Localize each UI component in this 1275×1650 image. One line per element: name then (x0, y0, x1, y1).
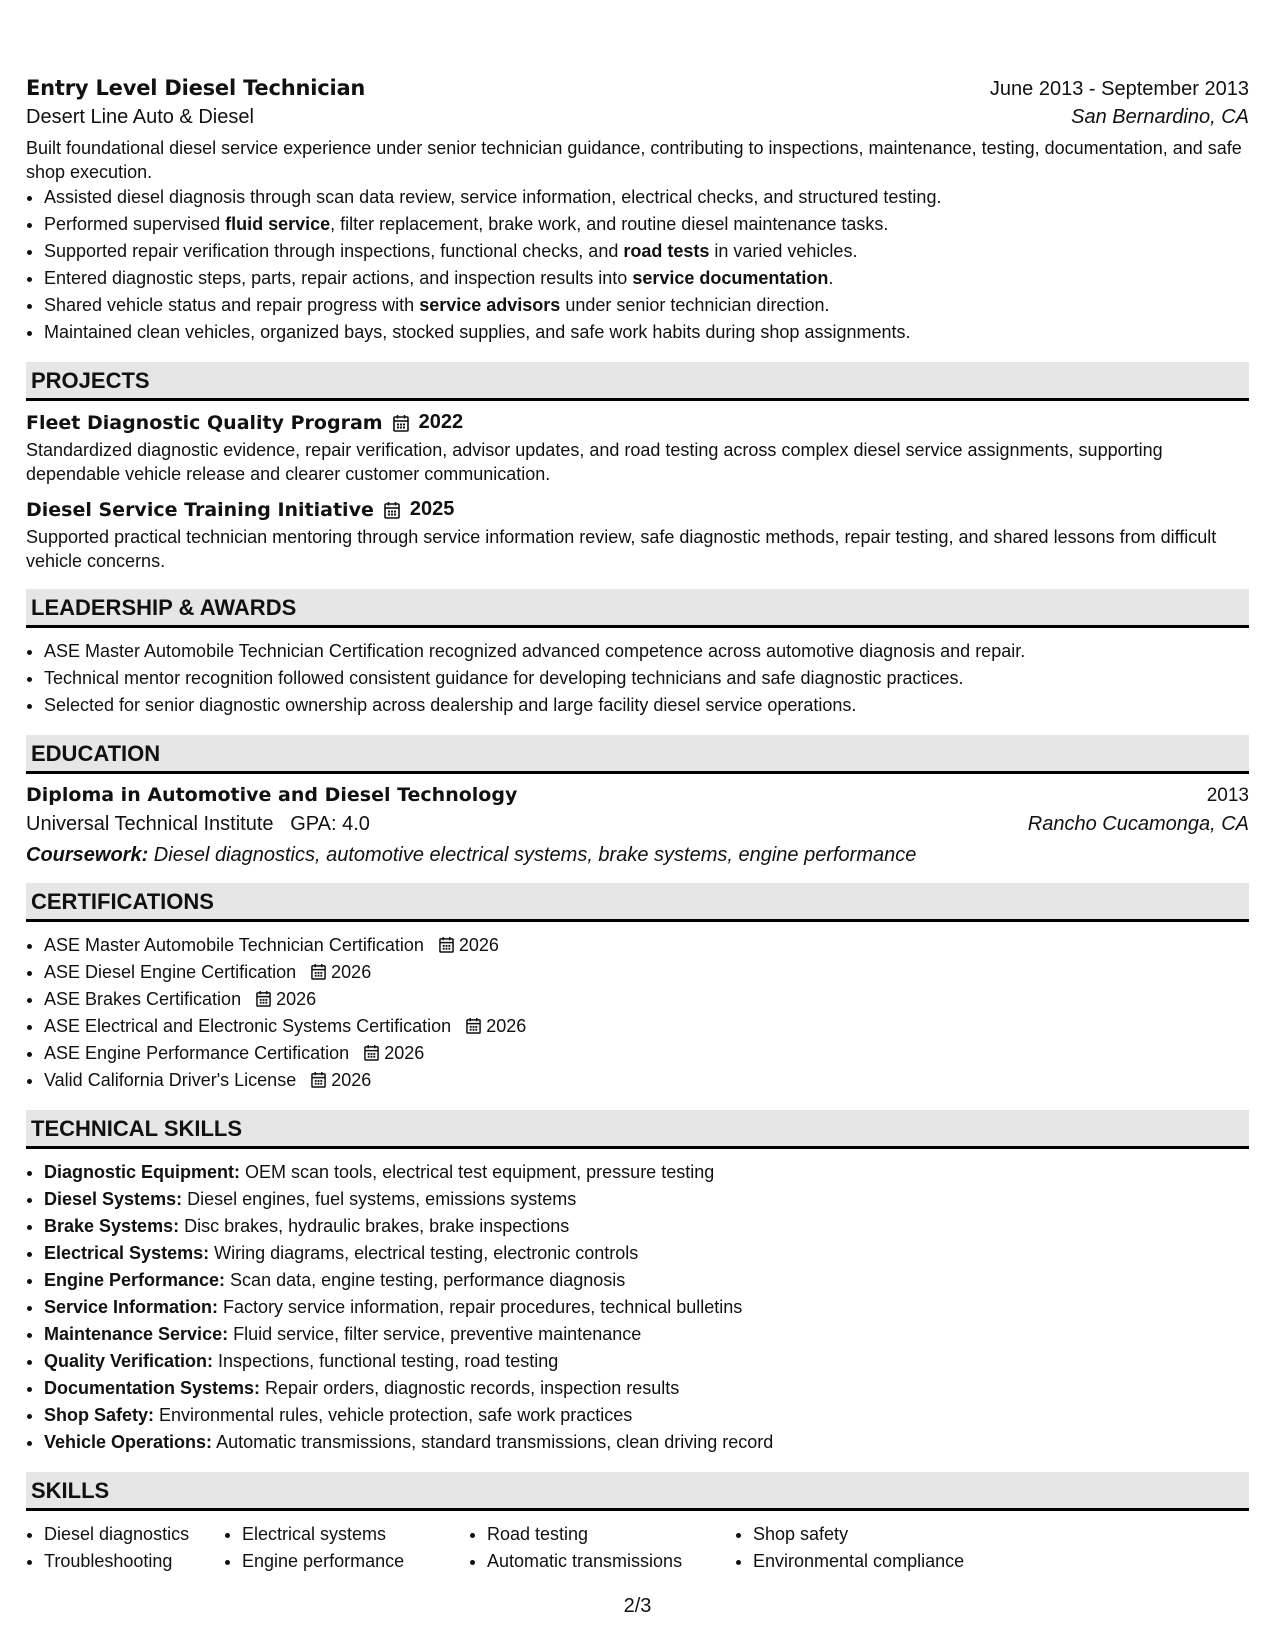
coursework-label: Coursework: (26, 844, 149, 866)
certification-year: 2026 (384, 1043, 425, 1063)
technical-skills-list (26, 1159, 1249, 1456)
skill-value: OEM scan tools, electrical test equipment, pressure testing (240, 1162, 715, 1182)
list-item (44, 1429, 1249, 1456)
skill-value: Repair orders, diagnostic records, inspection results (260, 1378, 680, 1398)
education-header (26, 784, 1249, 807)
calendar-icon (466, 1017, 481, 1034)
education-institution: Universal Technical Institute (26, 813, 274, 835)
certification-name: ASE Master Automobile Technician Certification (44, 935, 424, 955)
skill-value: Wiring diagrams, electrical testing, electronic controls (209, 1243, 639, 1263)
list-item (44, 1186, 1249, 1213)
list-item: • Entered diagnostic steps, parts, repair actions, and inspection results into service documentation. (44, 265, 1249, 292)
list-item (44, 932, 1249, 959)
list-item (44, 986, 1249, 1013)
education-degree: Diploma in Automotive and Diesel Technology (26, 784, 518, 806)
job-location: San Bernardino, CA (1071, 106, 1249, 128)
skill-label: Engine Performance: (44, 1270, 226, 1290)
skill-label: Maintenance Service: (44, 1324, 229, 1344)
skills-column (469, 1521, 735, 1575)
project-title: Diesel Service Training Initiative (26, 498, 374, 521)
list-item (44, 959, 1249, 986)
job-summary: Built foundational diesel service experience under senior technician guidance, contributing to inspections, maintenance, testing, documentation, and safe shop execution. (26, 138, 1242, 182)
list-item (44, 1267, 1249, 1294)
job-dates: June 2013 - September 2013 (989, 78, 1249, 100)
education-location: Rancho Cucamonga, CA (1027, 813, 1249, 835)
calendar-icon (439, 936, 454, 953)
list-item (44, 1240, 1249, 1267)
list-item: • ASE Master Automobile Technician Certification recognized advanced competence across automotive diagnosis and repair. (44, 638, 1249, 665)
calendar-icon (311, 1071, 326, 1088)
project-title: Fleet Diagnostic Quality Program (26, 411, 383, 434)
certifications-list (26, 932, 1249, 1094)
skill-value: Inspections, functional testing, road testing (213, 1351, 559, 1371)
list-item: • Supported repair verification through inspections, functional checks, and road tests in varied vehicles. (44, 238, 1249, 265)
list-item (44, 1040, 1249, 1067)
list-item (44, 1013, 1249, 1040)
job-company: Desert Line Auto & Diesel (26, 106, 254, 128)
skill-label: Electrical Systems: (44, 1243, 210, 1263)
section-heading-certifications: CERTIFICATIONS (26, 883, 1249, 922)
skill-label: Diagnostic Equipment: (44, 1162, 241, 1182)
list-item: • Performed supervised fluid service, filter replacement, brake work, and routine diesel maintenance tasks. (44, 211, 1249, 238)
resume-page (26, 76, 1249, 1575)
calendar-icon (393, 414, 409, 432)
section-heading-skills: SKILLS (26, 1472, 1249, 1511)
list-item: • Diesel diagnostics (44, 1521, 224, 1548)
skill-label: Diesel Systems: (44, 1189, 183, 1209)
education-institution-row (26, 813, 1249, 836)
skill-value: Automatic transmissions, standard transmissions, clean driving record (212, 1432, 774, 1452)
skill-value: Factory service information, repair procedures, technical bulletins (218, 1297, 743, 1317)
calendar-icon (384, 501, 400, 519)
skill-label: Documentation Systems: (44, 1378, 261, 1398)
list-item: • Shop safety (753, 1521, 1053, 1548)
education-institution-group (26, 813, 370, 836)
calendar-icon (256, 990, 271, 1007)
skill-value: Scan data, engine testing, performance diagnosis (225, 1270, 626, 1290)
project-description: Standardized diagnostic evidence, repair verification, advisor updates, and road testing across complex diesel service assignments, supporting dependable vehicle release and clearer customer communication. (26, 440, 1163, 484)
list-item: • Selected for senior diagnostic ownership across dealership and large facility diesel service operations. (44, 692, 1249, 719)
list-item: • Assisted diesel diagnosis through scan data review, service information, electrical checks, and structured testing. (44, 184, 1249, 211)
job-header (26, 76, 1249, 101)
job-company-row (26, 106, 1249, 129)
job-bullets (26, 184, 1249, 346)
list-item (44, 1067, 1249, 1094)
certification-year: 2026 (458, 935, 499, 955)
skills-grid (26, 1521, 1249, 1575)
certification-name: ASE Electrical and Electronic Systems Certification (44, 1016, 452, 1036)
section-heading-education: EDUCATION (26, 735, 1249, 774)
certification-name: Valid California Driver's License (44, 1070, 297, 1090)
project-description: Supported practical technician mentoring through service information review, safe diagnostic methods, repair testing, and shared lessons from difficult vehicle concerns. (26, 527, 1217, 571)
certification-name: ASE Diesel Engine Certification (44, 962, 297, 982)
certification-name: ASE Brakes Certification (44, 989, 242, 1009)
list-item: • Technical mentor recognition followed consistent guidance for developing technicians and safe diagnostic practices. (44, 665, 1249, 692)
page-number: 2/3 (623, 1595, 652, 1617)
list-item (44, 1159, 1249, 1186)
list-item (44, 1375, 1249, 1402)
skills-column (735, 1521, 1053, 1575)
list-item: • Troubleshooting (44, 1548, 224, 1575)
skills-column (26, 1521, 224, 1575)
list-item: • Environmental compliance (753, 1548, 1053, 1575)
project-year: 2025 (409, 498, 455, 520)
list-item: • Maintained clean vehicles, organized bays, stocked supplies, and safe work habits during shop assignments. (44, 319, 1249, 346)
education-gpa: GPA: 4.0 (290, 813, 370, 835)
list-item: • Automatic transmissions (487, 1548, 735, 1575)
skill-value: Diesel engines, fuel systems, emissions systems (182, 1189, 577, 1209)
section-heading-projects: PROJECTS (26, 362, 1249, 401)
list-item: • Road testing (487, 1521, 735, 1548)
leadership-list (26, 638, 1249, 719)
list-item: • Electrical systems (242, 1521, 469, 1548)
skill-value: Disc brakes, hydraulic brakes, brake inspections (179, 1216, 570, 1236)
project-year: 2022 (418, 411, 464, 433)
skills-column (224, 1521, 469, 1575)
list-item (44, 1402, 1249, 1429)
skill-label: Shop Safety: (44, 1405, 155, 1425)
skill-value: Environmental rules, vehicle protection, safe work practices (154, 1405, 633, 1425)
certification-year: 2026 (486, 1016, 527, 1036)
certification-year: 2026 (276, 989, 317, 1009)
skill-label: Brake Systems: (44, 1216, 180, 1236)
skill-value: Fluid service, filter service, preventive maintenance (228, 1324, 642, 1344)
skill-label: Service Information: (44, 1297, 219, 1317)
certification-year: 2026 (331, 1070, 372, 1090)
certification-name: ASE Engine Performance Certification (44, 1043, 350, 1063)
section-heading-leadership: LEADERSHIP & AWARDS (26, 589, 1249, 628)
list-item (44, 1348, 1249, 1375)
calendar-icon (364, 1044, 379, 1061)
list-item (44, 1294, 1249, 1321)
list-item: • Shared vehicle status and repair progress with service advisors under senior technician direction. (44, 292, 1249, 319)
project-title-row (26, 411, 1249, 434)
education-coursework (26, 844, 1249, 867)
calendar-icon (311, 963, 326, 980)
list-item (44, 1213, 1249, 1240)
certification-year: 2026 (331, 962, 372, 982)
skill-label: Vehicle Operations: (44, 1432, 213, 1452)
skill-label: Quality Verification: (44, 1351, 214, 1371)
coursework-text: Diesel diagnostics, automotive electrical systems, brake systems, engine performance (148, 844, 917, 866)
project-title-row (26, 498, 1249, 521)
section-heading-technical-skills: TECHNICAL SKILLS (26, 1110, 1249, 1149)
list-item: • Engine performance (242, 1548, 469, 1575)
list-item (44, 1321, 1249, 1348)
job-title: Entry Level Diesel Technician (26, 76, 366, 100)
education-year: 2013 (1206, 785, 1249, 806)
